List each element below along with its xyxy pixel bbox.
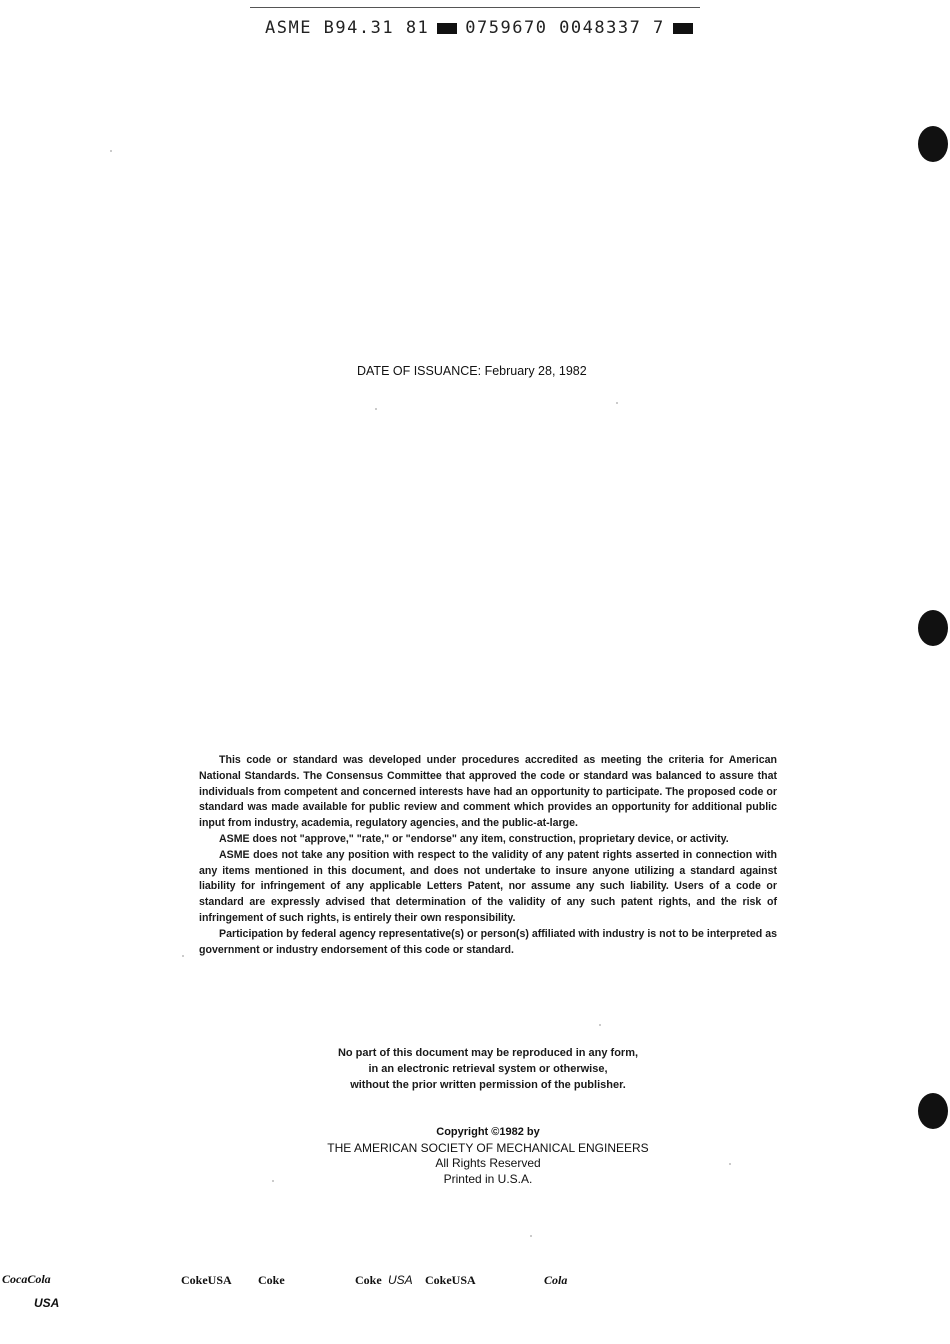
footer-item: USA (388, 1273, 413, 1287)
scan-speck (375, 408, 377, 410)
binder-hole (918, 610, 948, 646)
binder-hole (918, 1093, 948, 1129)
top-rule (250, 7, 700, 8)
scan-speck (729, 1163, 731, 1165)
redaction-block-end (673, 23, 693, 34)
copyright-line: Copyright ©1982 by (436, 1126, 540, 1138)
redaction-block (437, 23, 457, 34)
scan-speck (182, 955, 184, 957)
publisher-name: THE AMERICAN SOCIETY OF MECHANICAL ENGINEERS (327, 1140, 649, 1155)
code-prefix: ASME B94.31 81 (265, 18, 430, 38)
notice-paragraph: ASME does not "approve," "rate," or "endorse" any item, construction, proprietary device, or activity. (219, 832, 729, 845)
footer-item: Coke (355, 1273, 382, 1287)
footer-item: CokeUSA (181, 1273, 232, 1287)
footer-item: Cola (544, 1273, 568, 1287)
scan-speck (110, 150, 112, 152)
code-number: 0759670 0048337 7 (465, 18, 665, 38)
binder-hole (918, 126, 948, 162)
footer-item: Coke (258, 1273, 285, 1287)
copyright-block (288, 1125, 688, 1187)
scan-speck (599, 1024, 601, 1026)
document-code-header (265, 18, 725, 38)
reproduction-notice (288, 1045, 688, 1093)
notice-block (199, 753, 777, 958)
reproduction-line: No part of this document may be reproduced in any form, (337, 1047, 639, 1059)
scan-speck (616, 402, 618, 404)
printed-line: Printed in U.S.A. (443, 1171, 533, 1186)
scan-speck (530, 1235, 532, 1237)
footer-usa: USA (34, 1296, 60, 1310)
footer-item: CokeUSA (425, 1273, 476, 1287)
scan-speck (272, 1180, 274, 1182)
footer-logo: CocaCola (2, 1272, 51, 1286)
notice-paragraph: ASME does not take any position with respect to the validity of any patent rights asserted in connection with any items mentioned in this document, and does not undertake to insure anyone utilizing a standard against liability for infringement of any applicable Letters Patent, nor assume any such liability. Users of a code or standard are expressly advised that determination of the validity of any such patent rights, and the risk of infringement of such rights, is entirely their own responsibility. (199, 848, 777, 924)
reproduction-line: without the prior written permission of the publisher. (350, 1079, 626, 1091)
notice-paragraph: Participation by federal agency representative(s) or person(s) affiliated with industry is not to be interpreted as government or industry endorsement of this code or standard. (199, 927, 777, 956)
date-of-issuance: DATE OF ISSUANCE: February 28, 1982 (357, 364, 587, 378)
rights-line: All Rights Reserved (435, 1156, 541, 1170)
notice-paragraph: This code or standard was developed under procedures accredited as meeting the criteria for American National Standards. The Consensus Committee that approved the code or standard was balanced to assure that individuals from competent and concerned interests have had an opportunity to participate. The proposed code or standard was made available for public review and comment which provides an opportunity for additional public input from industry, academia, regulatory agencies, and the public-at-large. (199, 754, 777, 830)
reproduction-line: in an electronic retrieval system or otherwise, (368, 1063, 608, 1075)
